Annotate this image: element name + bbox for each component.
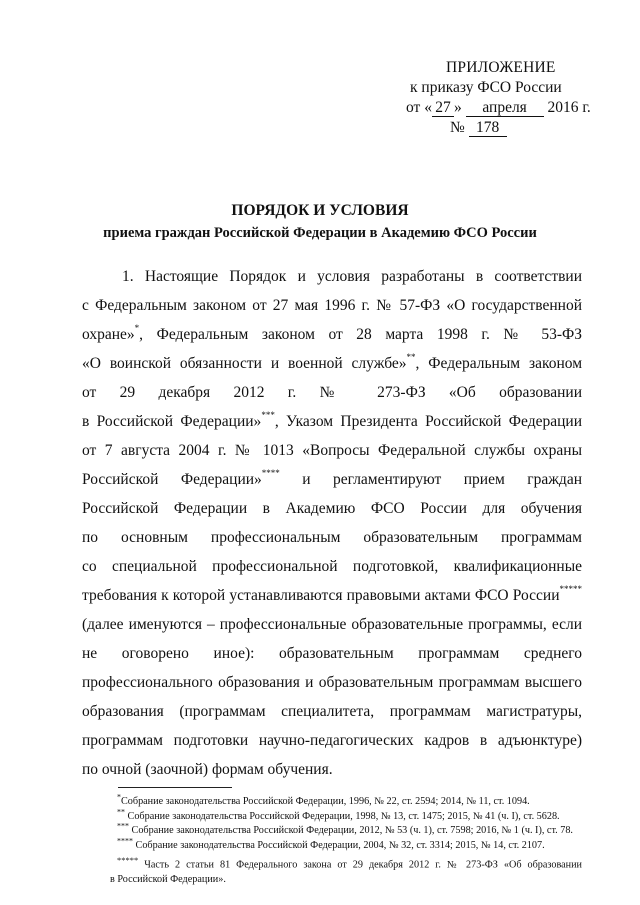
footnote-mark: **	[117, 807, 125, 817]
number-value: 178	[469, 119, 507, 137]
footnote-text: Собрание законодательства Российской Федерации, 2004, № 32, ст. 3314; 2015, № 14, ст. 2107.	[135, 839, 545, 851]
date-mid: »	[453, 99, 462, 116]
footnotes	[110, 792, 582, 887]
footnote-2	[117, 807, 582, 825]
appendix-order-ref: к приказу ФСО России	[410, 79, 562, 96]
text-line: Российской Федерации в Академию ФСО России для обучения	[82, 500, 582, 517]
date-year: 2016 г.	[547, 99, 591, 116]
footnote-5-continued: в Российской Федерации».	[110, 873, 226, 885]
footnote-ref: **	[406, 351, 416, 362]
text-fragment: Российской Федерации»	[82, 471, 262, 488]
text-fragment: охране»	[82, 326, 135, 343]
footnote-5	[117, 853, 582, 873]
footnote-ref: ****	[261, 467, 280, 478]
text-fragment: «О воинской обязанности и военной службе»	[82, 355, 407, 372]
text-line: не оговорено иное): образовательным программам среднего	[82, 645, 582, 662]
footnote-ref: ***	[261, 409, 275, 420]
document-subtitle: приема граждан Российской Федерации в Академию ФСО России	[103, 225, 537, 241]
text-line: с Федеральным законом от 27 мая 1996 г. № 57-ФЗ «О государственной	[82, 297, 582, 314]
text-fragment: , Федеральным законом от 28 марта 1998 г. № 53-ФЗ	[139, 326, 582, 343]
footnote-mark: ****	[117, 836, 133, 846]
date-day: 27	[432, 99, 454, 117]
footnote-3	[117, 821, 582, 839]
footnote-ref: *****	[559, 583, 582, 594]
date-prefix: от «	[406, 99, 432, 116]
footnote-text: Собрание законодательства Российской Федерации, 2012, № 53 (ч. 1), ст. 7598; 2016, № 1 (ч. I), ст. 78.	[131, 825, 573, 836]
appendix-date	[380, 98, 590, 118]
text-line: программам подготовки научно-педагогических кадров в адъюнктуре)	[82, 732, 582, 749]
appendix-title: ПРИЛОЖЕНИЕ	[446, 59, 556, 76]
text-fragment: и регламентируют прием граждан	[279, 471, 582, 488]
text-fragment: , Указом Президента Российской Федерации	[274, 413, 582, 430]
document-title: ПОРЯДОК И УСЛОВИЯ	[231, 202, 409, 219]
text-line	[82, 407, 582, 436]
text-line: со специальной профессиональной подготовкой, квалификационные	[82, 558, 582, 575]
text-line	[82, 581, 582, 610]
text-line: 1. Настоящие Порядок и условия разработаны в соответствии	[122, 268, 582, 285]
footnote-4	[117, 836, 582, 854]
text-line: (далее именуются – профессиональные образовательные программы, если	[82, 616, 582, 633]
text-fragment: требования к которой устанавливаются правовыми актами ФСО России	[82, 587, 560, 604]
footnote-separator	[118, 787, 232, 788]
footnote-mark: *****	[117, 855, 139, 865]
footnote-text: Собрание законодательства Российской Федерации, 1998, № 13, ст. 1475; 2015, № 41 (ч. I), ст. 5628.	[127, 810, 560, 822]
appendix-number	[380, 118, 590, 138]
text-line: образования (программам специалитета, программам магистратуры,	[82, 703, 582, 720]
text-line: от 29 декабря 2012 г. № 273-ФЗ «Об образовании	[82, 384, 582, 401]
paragraph-1	[82, 262, 582, 784]
footnote-mark: ***	[117, 821, 129, 831]
text-line: по очной (заочной) формам обучения.	[82, 761, 333, 778]
text-line	[82, 349, 582, 378]
appendix-header	[380, 58, 590, 138]
text-line: от 7 августа 2004 г. № 1013 «Вопросы Федеральной службы охраны	[82, 442, 582, 459]
text-line	[82, 465, 582, 494]
footnote-ref: *	[134, 322, 140, 333]
text-line: по основным профессиональным образовательным программам	[82, 529, 582, 546]
text-fragment: , Федеральным законом	[415, 355, 582, 372]
text-fragment: в Российской Федерации»	[82, 413, 262, 430]
footnote-text: Собрание законодательства Российской Федерации, 1996, № 22, ст. 2594; 2014, № 11, ст. 1094.	[121, 796, 530, 807]
footnote-mark: *	[117, 792, 121, 802]
text-line	[82, 320, 582, 349]
number-label: №	[450, 119, 465, 136]
date-month: апреля	[466, 99, 544, 117]
footnote-1	[117, 792, 582, 810]
footnote-text: Часть 2 статьи 81 Федерального закона от 29 декабря 2012 г. № 273-ФЗ «Об образовании	[144, 859, 582, 871]
text-line: профессионального образования и образовательным программам высшего	[82, 674, 582, 691]
